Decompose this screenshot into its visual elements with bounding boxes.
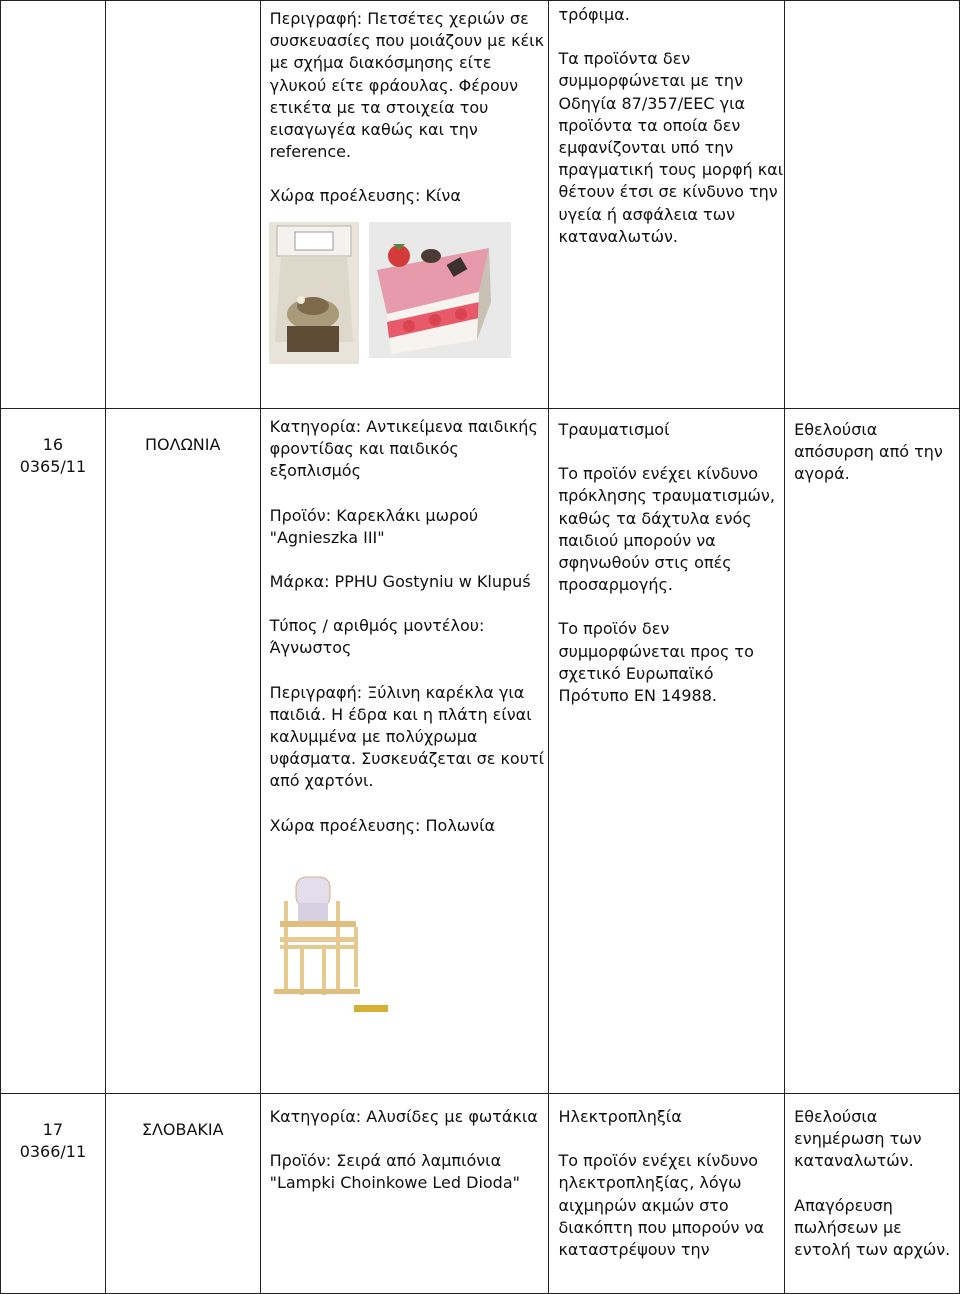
table-row — [1, 1, 960, 409]
country-cell — [105, 1094, 260, 1294]
entry-country: ΣΛΟΒΑΚΙΑ — [141, 1120, 224, 1139]
table-row — [1, 409, 960, 1094]
entry-reference: 0366/11 — [19, 1142, 87, 1162]
product-description: Περιγραφή: Ξύλινη καρέκλα για παιδιά. Η έδρα και η πλάτη είναι καλυμμένα με πολύχρωμα υφάσματα. Συσκευάζεται σε κουτί από χαρτόνι. — [269, 682, 544, 791]
entry-reference: 0365/11 — [19, 457, 87, 477]
strawberry-cake-towel-photo — [369, 222, 511, 358]
measures-cell — [785, 1, 960, 409]
measures-cell — [785, 1094, 960, 1294]
risk-compliance: Τα προϊόντα δεν συμμορφώνεται με την Οδηγία 87/357/EEC για προϊόντα τα οποία δεν εμφανίζονται υπό την πραγματική τους μορφή και θέτουν έτσι σε κίνδυνο την υγεία ή ασφάλεια των καταναλωτών. — [558, 49, 784, 246]
risk-cell — [549, 1, 785, 409]
risk-description: Το προϊόν ενέχει κίνδυνο πρόκλησης τραυματισμών, καθώς τα δάχτυλα ενός παιδιού μπορούν να σφηνωθούν στις οπές προσαρμογής. — [558, 464, 775, 595]
product-description: Περιγραφή: Πετσέτες χεριών σε συσκευασίες που μοιάζουν με κέικ με σχήμα διακόσμησης είτε γλυκού είτε φράουλας. Φέρουν ετικέτα με τα στοιχεία του εισαγωγέα καθώς και την reference. — [269, 9, 544, 162]
risk-type: Τραυματισμοί — [558, 420, 670, 439]
measure-text: Εθελούσια απόσυρση από την αγορά. — [794, 420, 943, 484]
product-name: Προϊόν: Σειρά από λαμπιόνια "Lampki Choinkowe Led Dioda" — [269, 1151, 520, 1193]
wooden-high-chair-photo — [270, 873, 394, 1013]
product-name: Προϊόν: Καρεκλάκι μωρού "Agnieszka III" — [269, 505, 479, 547]
number-cell — [1, 1, 106, 409]
number-cell — [1, 409, 106, 1094]
risk-cell — [549, 409, 785, 1094]
entry-country: ΠΟΛΩΝΙΑ — [145, 435, 221, 454]
measure-text: Εθελούσια ενημέρωση των καταναλωτών. — [794, 1107, 922, 1171]
entry-number: 16 — [42, 435, 64, 454]
product-category: Κατηγορία: Αλυσίδες με φωτάκια — [269, 1107, 538, 1126]
risk-cell — [549, 1094, 785, 1294]
product-origin: Χώρα προέλευσης: Πολωνία — [269, 815, 496, 835]
measures-cell — [785, 409, 960, 1094]
entry-number: 17 — [42, 1120, 64, 1139]
product-category: Κατηγορία: Αντικείμενα παιδικής φροντίδας και παιδικός εξοπλισμός — [269, 417, 538, 481]
number-cell — [1, 1094, 106, 1294]
risk-type: Ηλεκτροπληξία — [558, 1107, 682, 1126]
country-cell — [105, 1, 260, 409]
measure-text: Απαγόρευση πωλήσεων με εντολή των αρχών. — [794, 1195, 951, 1260]
risk-text-continued: τρόφιμα. — [558, 5, 630, 24]
product-origin: Χώρα προέλευσης: Κίνα — [269, 186, 461, 206]
risk-compliance: Το προϊόν δεν συμμορφώνεται προς το σχετικό Ευρωπαϊκό Πρότυπο EN 14988. — [558, 619, 754, 706]
risk-description: Το προϊόν ενέχει κίνδυνο ηλεκτροπληξίας, λόγω αιχμηρών ακμών στο διακόπτη που μπορούν να καταστρέψουν την — [558, 1151, 764, 1260]
country-cell — [105, 409, 260, 1094]
product-brand: Μάρκα: PPHU Gostyniu w Klupuś — [269, 572, 531, 592]
product-model: Τύπος / αριθμός μοντέλου: Άγνωστος — [269, 616, 485, 658]
table-row — [1, 1094, 960, 1294]
product-cell — [260, 1094, 549, 1294]
product-cell — [260, 1, 549, 409]
product-cell — [260, 409, 549, 1094]
towel-package-photo — [269, 222, 359, 364]
